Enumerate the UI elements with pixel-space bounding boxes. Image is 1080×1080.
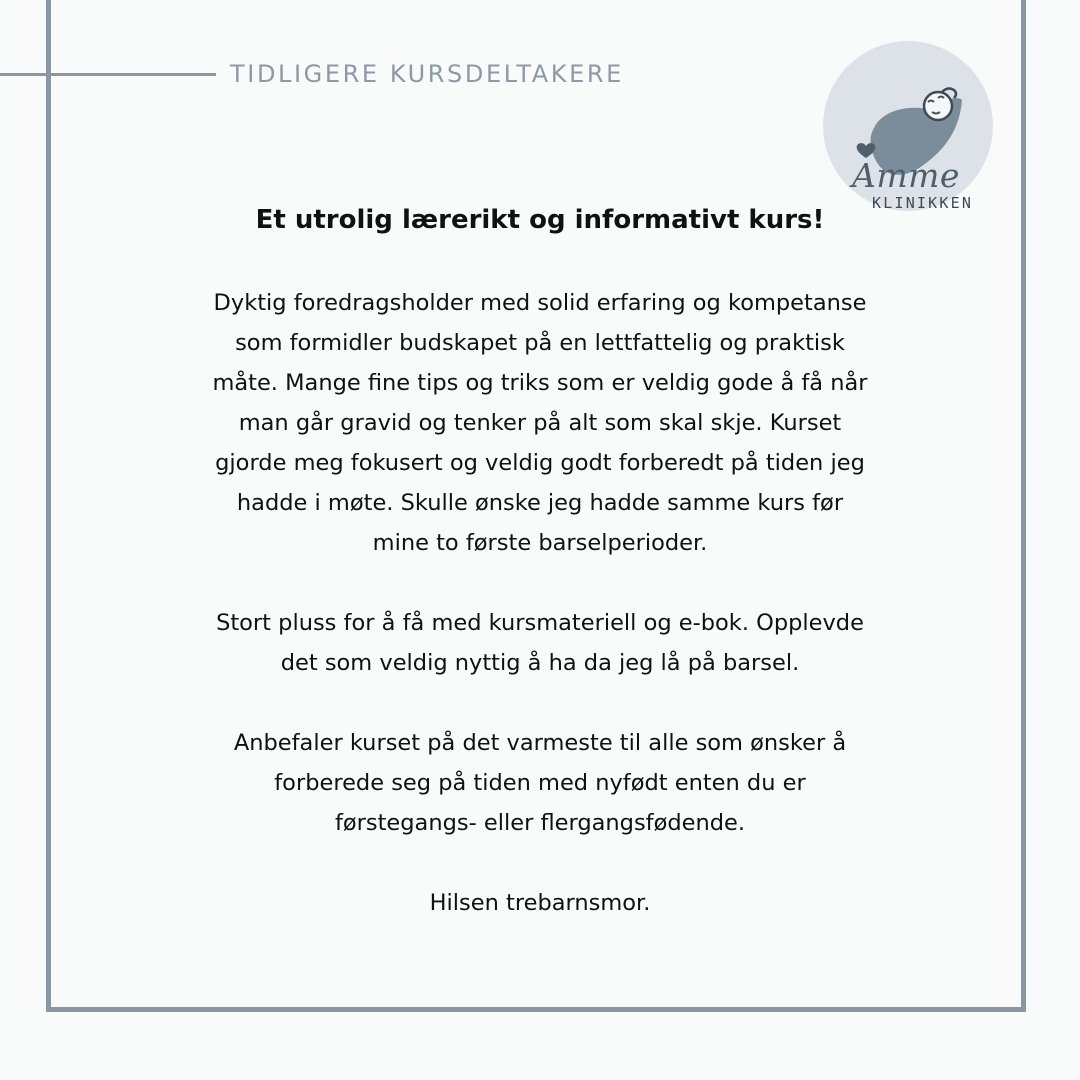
paragraph-line: Dyktig foredragsholder med solid erfaring og kompetanse <box>213 290 867 316</box>
testimonial-signature: Hilsen trebarnsmor. <box>429 890 651 916</box>
paragraph-line: man går gravid og tenker på alt som skal skje. Kurset <box>238 410 842 436</box>
paragraph-line: det som veldig nyttig å ha da jeg lå på barsel. <box>280 650 800 676</box>
paragraph-line: forberede seg på tiden med nyfødt enten du er <box>274 770 806 796</box>
logo-subtitle: KLINIKKEN <box>872 194 974 212</box>
logo-wordmark: Amme <box>852 156 960 195</box>
paragraph-line: mine to første barselperioder. <box>372 530 708 556</box>
paragraph-line: gjorde meg fokusert og veldig godt forberedt på tiden jeg <box>215 450 865 476</box>
testimonial-paragraph-2 <box>140 603 940 683</box>
amme-klinikken-logo <box>812 38 1012 218</box>
paragraph-line: Anbefaler kurset på det varmeste til alle som ønsker å <box>233 730 847 756</box>
paragraph-line: som formidler budskapet på en lettfattelig og praktisk <box>235 330 845 356</box>
paragraph-line: hadde i møte. Skulle ønske jeg hadde samme kurs før <box>236 490 844 516</box>
section-title: TIDLIGERE KURSDELTAKERE <box>230 60 624 88</box>
testimonial-headline: Et utrolig lærerikt og informativt kurs! <box>255 205 825 235</box>
testimonial-paragraph-3 <box>140 723 940 843</box>
paragraph-line: Stort pluss for å få med kursmateriell og e-bok. Opplevde <box>216 610 864 636</box>
header-divider <box>0 73 216 76</box>
testimonial-paragraph-1 <box>140 283 940 563</box>
paragraph-line: førstegangs- eller flergangsfødende. <box>334 810 746 836</box>
paragraph-line: måte. Mange fine tips og triks som er veldig gode å få når <box>212 370 868 396</box>
